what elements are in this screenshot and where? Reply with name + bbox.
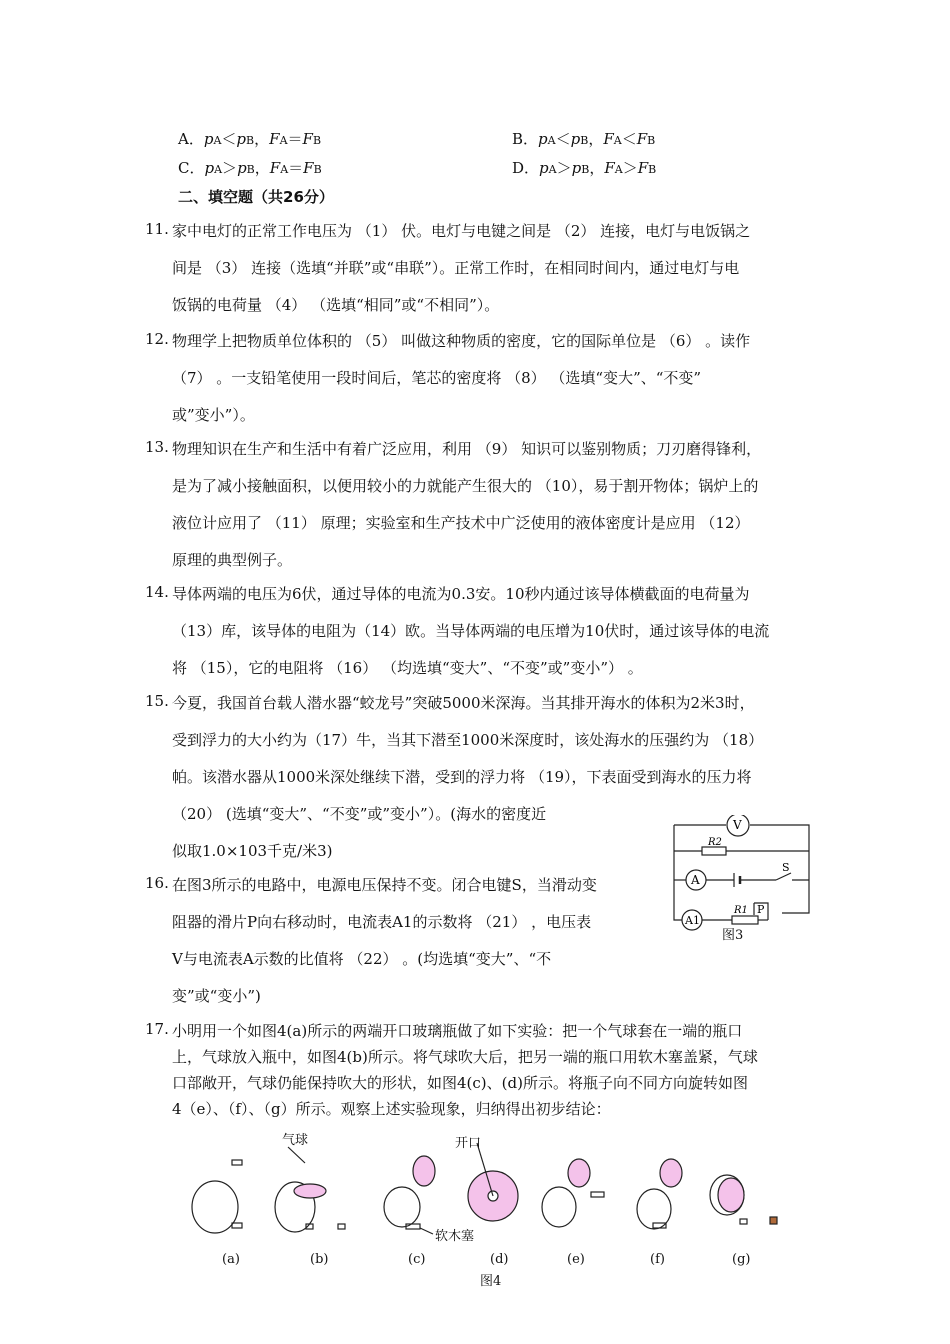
q17-number: 17. [145, 1020, 169, 1038]
q12-line2: （7） 。一支铅笔使用一段时间后，笔芯的密度将 （8） （选填“变大”、“不变” [172, 369, 702, 387]
option-b: B．pA＜pB，FA＜FB [512, 130, 656, 148]
q16-line2: 阻器的滑片P向右移动时，电流表A1的示数将 （21） ，电压表 [172, 913, 592, 931]
q17-line3: 口部敞开，气球仍能保持吹大的形状，如图4(c)、(d)所示。将瓶子向不同方向旋转如图 [172, 1074, 748, 1092]
fig4-sub-g: (g) [732, 1252, 751, 1267]
fig4-sub-e: (e) [567, 1252, 585, 1267]
q13-line3: 液位计应用了 （11） 原理；实验室和生产技术中广泛使用的液体密度计是应用 （12） [172, 514, 750, 532]
opening-label: 开口 [455, 1136, 482, 1151]
q15-line4: （20） (选填“变大”、“不变”或”变小”）。(海水的密度近 [172, 805, 547, 823]
q14-line1: 导体两端的电压为6伏，通过导体的电流为0.3安。10秒内通过该导体横截面的电荷量为 [172, 585, 750, 603]
fig4-sub-b: (b) [310, 1252, 329, 1267]
q14-line2: （13）库，该导体的电阻为（14）欧。当导体两端的电压增为10伏时，通过该导体的电流 [172, 622, 770, 640]
q16-line4: 变”或“变小”) [172, 987, 261, 1005]
q17-line1: 小明用一个如图4(a)所示的两端开口玻璃瓶做了如下实验：把一个气球套在一端的瓶口 [172, 1022, 743, 1040]
q13-line1: 物理知识在生产和生活中有着广泛应用，利用 （9） 知识可以鉴别物质；刀刃磨得锋利， [172, 440, 762, 458]
q15-line5: 似取1.0×103千克/米3) [172, 842, 333, 860]
q12-line3: 或”变小”）。 [172, 406, 255, 424]
q11-line3: 饭锅的电荷量 （4） （选填“相同”或“不相同”）。 [172, 296, 500, 314]
section-title: 二、填空题（共26分） [178, 188, 334, 206]
fig4-sub-f: (f) [650, 1252, 665, 1267]
q16-number: 16. [145, 874, 169, 892]
ammeter-a1-label: A1 [685, 914, 700, 927]
q13-line2: 是为了减小接触面积，以便用较小的力就能产生很大的 （10），易于割开物体；锅炉上的 [172, 477, 759, 495]
q16-line1: 在图3所示的电路中，电源电压保持不变。闭合电键S，当滑动变 [172, 876, 597, 894]
q13-line4: 原理的典型例子。 [172, 551, 293, 569]
q12-number: 12. [145, 330, 169, 348]
option-c: C．pA＞pB，FA＝FB [178, 159, 322, 177]
option-d: D．pA＞pB，FA＞FB [512, 159, 657, 177]
q17-line4: 4（e）、（f）、（g）所示。观察上述实验现象，归纳得出初步结论： [172, 1100, 611, 1118]
q15-line1: 今夏，我国首台载人潜水器“蛟龙号”突破5000米深海。当其排开海水的体积为2米3时， [172, 694, 755, 712]
switch-label: S [782, 861, 790, 874]
q11-line2: 间是 （3） 连接（选填“并联”或“串联”）。正常工作时，在相同时间内，通过电灯与电 [172, 259, 740, 277]
figure-4-caption: 图4 [480, 1274, 502, 1289]
fig4-sub-d: (d) [490, 1252, 509, 1267]
q15-number: 15. [145, 692, 169, 710]
q17-line2: 上，气球放入瓶中，如图4(b)所示。将气球吹大后，把另一端的瓶口用软木塞盖紧，气球 [172, 1048, 758, 1066]
r2-label: R2 [708, 837, 722, 848]
option-a: A．pA＜pB，FA＝FB [178, 130, 322, 148]
q11-number: 11. [145, 220, 169, 238]
balloon-label: 气球 [282, 1133, 309, 1148]
q13-number: 13. [145, 438, 169, 456]
slider-label: P [757, 903, 765, 916]
q16-line3: V与电流表A示数的比值将 （22） 。(均选填“变大”、“不 [172, 950, 552, 968]
r1-label: R1 [734, 905, 748, 916]
ammeter-label: A [691, 873, 700, 887]
q15-line3: 帕。该潜水器从1000米深处继续下潜，受到的浮力将 （19），下表面受到海水的压力将 [172, 768, 752, 786]
fig4-sub-a: (a) [222, 1252, 240, 1267]
q12-line1: 物理学上把物质单位体积的 （5） 叫做这种物质的密度，它的国际单位是 （6） 。读作 [172, 332, 751, 350]
q11-line1: 家中电灯的正常工作电压为 （1） 伏。电灯与电键之间是 （2） 连接，电灯与电饭锅之 [172, 222, 751, 240]
fig4-sub-c: (c) [408, 1252, 426, 1267]
cork-label: 软木塞 [435, 1229, 475, 1244]
figure-3-caption: 图3 [722, 928, 744, 943]
q15-line2: 受到浮力的大小约为（17）牛，当其下潜至1000米深度时，该处海水的压强约为 （18） [172, 731, 764, 749]
q14-number: 14. [145, 583, 169, 601]
voltmeter-label: V [733, 818, 742, 832]
q14-line3: 将 （15），它的电阻将 （16） （均选填“变大”、“不变”或”变小”） 。 [172, 659, 643, 677]
